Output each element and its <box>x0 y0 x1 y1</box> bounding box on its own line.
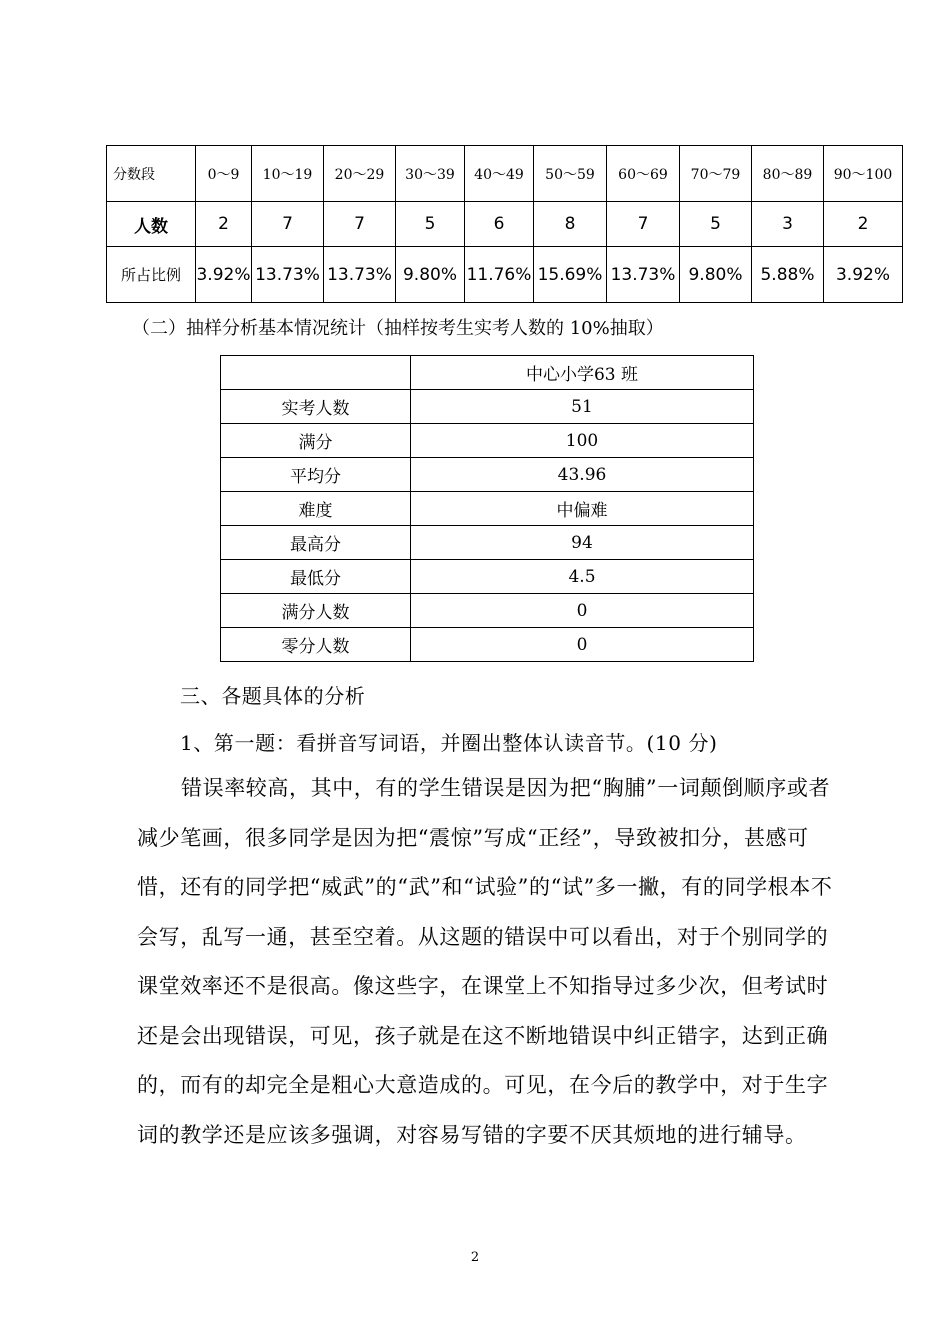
sample-analysis-heading: （二）抽样分析基本情况统计（抽样按考生实考人数的 10%抽取） <box>132 318 664 339</box>
stat-label: 满分人数 <box>221 594 411 628</box>
percent-cell: 11.76% <box>465 247 534 303</box>
table-row <box>221 594 754 628</box>
score-range-cell: 20～29 <box>324 146 396 202</box>
stat-value: 51 <box>411 390 754 424</box>
percent-cell: 13.73% <box>324 247 396 303</box>
score-range-cell: 90～100 <box>824 146 903 202</box>
table-row <box>221 458 754 492</box>
stat-label: 最低分 <box>221 560 411 594</box>
count-cell: 7 <box>252 202 324 247</box>
table-row <box>221 390 754 424</box>
stat-label: 难度 <box>221 492 411 526</box>
stat-label: 最高分 <box>221 526 411 560</box>
page-number: 2 <box>470 1250 480 1265</box>
stat-value: 0 <box>411 594 754 628</box>
percent-row <box>107 247 903 303</box>
count-row <box>107 202 903 247</box>
score-range-label: 分数段 <box>107 146 196 202</box>
sample-statistics-table <box>220 355 754 662</box>
class-header-cell: 中心小学63 班 <box>411 356 754 390</box>
stat-label: 满分 <box>221 424 411 458</box>
table-row <box>221 526 754 560</box>
percent-cell: 9.80% <box>396 247 465 303</box>
stat-value: 43.96 <box>411 458 754 492</box>
score-range-cell: 70～79 <box>680 146 752 202</box>
score-range-cell: 40～49 <box>465 146 534 202</box>
stat-value: 中偏难 <box>411 492 754 526</box>
count-cell: 2 <box>196 202 252 247</box>
section-three-title: 三、各题具体的分析 <box>180 684 366 708</box>
stat-value: 4.5 <box>411 560 754 594</box>
table-row <box>221 424 754 458</box>
score-range-row <box>107 146 903 202</box>
stat-value: 0 <box>411 628 754 662</box>
question-one-title: 1、第一题：看拼音写词语，并圈出整体认读音节。(10 分) <box>180 731 718 755</box>
count-cell: 7 <box>324 202 396 247</box>
score-range-cell: 30～39 <box>396 146 465 202</box>
score-distribution-table <box>106 145 903 303</box>
percent-cell: 3.92% <box>824 247 903 303</box>
count-cell: 6 <box>465 202 534 247</box>
count-cell: 2 <box>824 202 903 247</box>
stat-label: 零分人数 <box>221 628 411 662</box>
count-cell: 5 <box>396 202 465 247</box>
table-row <box>221 492 754 526</box>
stat-value: 94 <box>411 526 754 560</box>
sample-header-row <box>221 356 754 390</box>
percent-cell: 3.92% <box>196 247 252 303</box>
percent-cell: 5.88% <box>752 247 824 303</box>
percent-cell: 13.73% <box>252 247 324 303</box>
percent-cell: 9.80% <box>680 247 752 303</box>
score-range-cell: 80～89 <box>752 146 824 202</box>
count-cell: 5 <box>680 202 752 247</box>
stat-value: 100 <box>411 424 754 458</box>
stat-label: 实考人数 <box>221 390 411 424</box>
table-row <box>221 628 754 662</box>
score-range-cell: 60～69 <box>607 146 680 202</box>
count-cell: 7 <box>607 202 680 247</box>
table-row <box>221 560 754 594</box>
empty-header-cell <box>221 356 411 390</box>
stat-label: 平均分 <box>221 458 411 492</box>
question-one-analysis: 错误率较高，其中，有的学生错误是因为把“胸脯”一词颠倒顺序或者减少笔画，很多同学是因为把“震惊”写成“正经”，导致被扣分，甚感可惜，还有的同学把“威武”的“武”和“试验”的“试”多一撇，有的同学根本不会写，乱写一通，甚至空着。从这题的错误中可以看出，对于个别同学的课堂效率还不是很高。像这些字，在课堂上不知指导过多少次，但考试时还是会出现错误，可见，孩子就是在这不断地错误中纠正错字，达到正确的，而有的却完全是粗心大意造成的。可见，在今后的教学中，对于生字词的教学还是应该多强调，对容易写错的字要不厌其烦地的进行辅导。 <box>137 776 833 1147</box>
score-range-cell: 50～59 <box>534 146 607 202</box>
count-cell: 3 <box>752 202 824 247</box>
score-range-cell: 0～9 <box>196 146 252 202</box>
score-range-cell: 10～19 <box>252 146 324 202</box>
count-label: 人数 <box>107 202 196 247</box>
percent-cell: 13.73% <box>607 247 680 303</box>
percent-cell: 15.69% <box>534 247 607 303</box>
percent-label: 所占比例 <box>107 247 196 303</box>
count-cell: 8 <box>534 202 607 247</box>
